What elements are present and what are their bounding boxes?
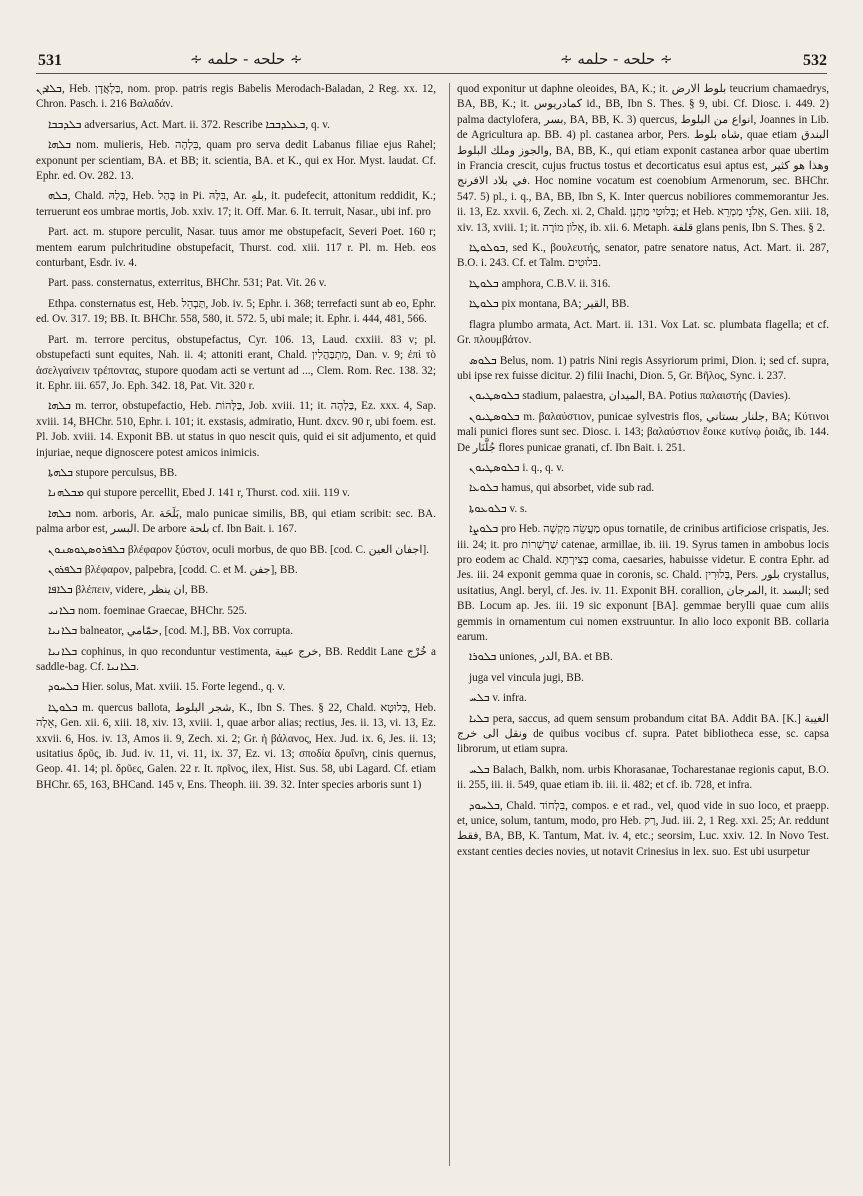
dictionary-entry: ܒܠܘܣܛܝܘܢ i. q., q. v. (469, 461, 564, 474)
page-header (0, 0, 863, 69)
dictionary-entry: ܒܠܘܛܐ amphora, C.B.V. ii. 316. (469, 277, 611, 290)
dictionary-entry: ܒܠܘܥܐ hamus, qui absorbet, vide sub rad. (469, 482, 655, 495)
dictionary-entry: Part. m. terrore percitus, obstupefactus, Cyr. 106. 13, Laud. cxxiii. 83 v; pl. obstupefacti sunt equites, Nah. ii. 4; attoniti erant, Chald. מִתְבַּהֲלִין, Dan. v. 9; ἐπὶ τὸ ἀσελγαίνειν τρέποντας, stupore quodam acti se vertunt ad ..., Clem. Rom. Rec. 138. 32; it. Ephr. iii. 657, Jo. Eph. 342. 18, Pat. Vit. 320 r. (36, 333, 436, 392)
dictionary-entry: ܒܠܘܨܐ pro Heb. מַעֲשֵׂה מִקְשָׁה opus tornatile, de crinibus artificiose crispatis, Jes. iii. 24; it. pro שַׁרְשְׁרוֹת catenae, armillae, ib. iii. 19. Syrus tamen in ambobus locis pro eodem ac Chald. בְּצִירְתָּא coma, caesaries, habuisse videtur. E contra Ephr. ad Jes. iii. 24 exponit gemma quae in coronis, sc. Chald. בְּלוּרִין, Pers. بلور crystallus, usitatius, Angl. beryl, cf. Jes. iv. 11. Exponit BH. corallion, المرجان, it. البسد; sed BB. Locum ap. Jes. iii. 19 sic exponunt [BA]. gemmae berylli quae cum aliis gemmis in ornamentum cui nomen exstruuntur. In alio loco exponit BB. collaria earum. (457, 523, 829, 643)
column-divider (449, 83, 450, 1166)
dictionary-entry: juga vel vincula jugi, BB. (469, 671, 584, 684)
dictionary-entry: ܒܠܗܐ m. terror, obstupefactio, Heb. בַּלָּהוֹת, Job. xviii. 11; it. בַּלְהָה, Ez. xxx. 4, Sap. xviii. 14, BHChr. 510, Ephr. i. 101; it. exstasis, admiratio, Hunt. dxcv. 90 r, ubi foem. est. Pl. Job. xviii. 14. Exponit BB. ut status in quo nescit quis, quid ei sit adjumento, et quid injuriae, neque dignoscere potest amicos inimicis. (36, 400, 436, 459)
dictionary-entry: ܒܠܐܢܝ nom. foeminae Graecae, BHChr. 525. (48, 604, 247, 617)
dictionary-entry: ܒܠܦܪܘܢ βλέφαρον, palpebra, [codd. C. et M. جفن], BB. (48, 563, 298, 576)
dictionary-entry: ܒܠܐܕܢ, Heb. בַּלְאֲדָן, nom. prop. patris regis Babelis Merodach-Baladan, 2 Reg. xx. 12, Chron. Pasch. i. 216 Βαλαδάν. (36, 83, 436, 111)
dictionary-entry: Ethpa. consternatus est, Heb. תַּבְהֵל, Job. iv. 5; Ephr. i. 368; terrefacti sunt ab eo, Ephr. ed. Ov. 317. 19; BB. It. BHChr. 558, 580, it. 572. 5, ubi male; it. Ephr. i. 444, 481, 566. (36, 297, 436, 326)
dictionary-entry: ܒܠܚܘܕ, Chald. בִּלְחוֹד, compos. e et rad., vel, quod vide in suo loco, et praepp. et, unice, solum, tantum, modo, pro Heb. רַק, Jud. iii. 2, 1 Reg. xxi. 25; Ar. reddunt فقط, BA, BB, K. Tantum, Mat. iv. 4, etc.; seorsim, Luc. xxiv. 12. In Novo Test. exstant centies decies novies, ut notavit Crinesius in lex. suo. Est ubi usurpetur (457, 799, 829, 858)
dictionary-entry: ܒܠܚܘܕ Hier. solus, Mat. xviii. 15. Forte legend., q. v. (48, 681, 286, 694)
dictionary-entry: ܒܠܝܐ pera, saccus, ad quem sensum probandum citat BA. Addit BA. [K.] الغيبة ونقل الى خرج de quibus vocibus cf. supra. Patet bibliotheca esse, sc. capsa librorum, ut etiam supra. (457, 712, 829, 756)
dictionary-entry: ܒܠܘܥܘܬܐ v. s. (469, 502, 528, 515)
dictionary-entry: Part. act. m. stupore perculit, Nasar. tuus amor me obstupefacit, Severi Poet. 160 r; mentem earum pulchritudine obstupefacit, Thurst. cod. xiii. 117 r. Pl. m. Heb. eos conturbant, Esdr. iv. 4. (36, 226, 436, 270)
dictionary-entry: ܒܠܐܢܝܐ cophinus, in quo reconduntur vestimenta, خرج عيبة, BB. Reddit Lane خُرْج a saddle-bag. Cf. ܒܠܐܢܝܐ. (36, 645, 436, 673)
dictionary-entry: ܒܠܗܐ nom. arboris, Ar. بَلَحَة, malo punicae similis, BB, qui etiam scribit: sec. BA. palma arbor est, البسر. De arbore بلحة cf. Ibn Bait. i. 167. (36, 507, 436, 536)
dictionary-entry: ܒܠܗ, Chald. בְּלַהּ, Heb. בָּהַל in Pi. בִּלַּהּ, Ar. بلهِ, it. pudefecit, attonitum reddidit, K.; terruerunt eos umbrae mortis, Job. xxiv. 17; it. Off. Mar. 6. It. terruit, Nasar., ubi inf. pro (36, 190, 436, 218)
dictionary-entry: ܡܒܠܗܢܐ qui stupore percellit, Ebed J. 141 r, Thurst. cod. xiii. 119 v. (48, 487, 350, 500)
right-running-head: ∻ حلحه - حلمه ∻ (560, 50, 673, 68)
dictionary-entry: ܒܠܘܣܛܝܘܢ m. βαλαύστιον, punicae sylvestris flos, جلنار بستاني, BA; Κύτινοι mali punici flores sunt sec. Diosc. i. 143; βαλαύστιον ἔοικε κυτίνῳ ῥοιᾶς, ib. 144. De جُلَّنَار flores punicae granati, cf. Ibn Bait. i. 251. (457, 410, 829, 454)
header-rule (36, 73, 827, 74)
dictionary-entry: ܒܠܘܣ Belus, nom. 1) patris Nini regis Assyriorum primi, Dion. i; sed cf. supra, ubi ipse rex fuisse dicitur. 2) filii Inachi, Dion. 5, Gr. Βῆλος, Sync. i. 237. (457, 354, 829, 382)
dictionary-entry: quod exponitur ut daphne oleoides, BA, K.; it. بلوط الارض teucrium chamaedrys, BA, BB, K.; it. كمادريوس id., BB, Ibn S. Thes. § 9, ubi. Cf. Diosc. i. 449. 2) palma dactylofera, بسر, BA, BB, K. 3) quercus, انواع من البلوط, Joannes in Lib. de Agricultura ap. BB. 4) pl. castanea arbor, Pers. شاه بلوط, quae etiam البندق والجوز وملك البلوط, BA, BB, K., qui etiam exponit castanea arbor quae ubertim in Francia crescit, cujus fructus tostus et decorticatus esui aptus est, وهذا هو كثير في بلاد الافرنج. Hoc nomine vocatum est coenobium Armenorum, sec. BHChr. 547. 5) pl., i. q., BA, BB, Ibn S, K. Inter quercus nobiliores commemorantur Jes. ii. 13, Ez. xxvii. 6, Zech. xi. 2, Chald. בְּלוּטֵי מַתְנָן; et Heb. אֵלֹנֵי מַמְרֵא, Gen. xiii. 18, xiv. 13, xviii. 1; it. אֵלוֹן מוֹרֶה, ib. xii. 6. Metaph. قلفة glans penis, Ibn S. Thes. § 2. (457, 83, 829, 234)
dictionary-entry: ܒܠܦܪܘܣܛܘܣܢܘܢ βλέφαρον ξύστον, oculi morbus, de quo BB. [cod. C. اجفان العين]. (48, 543, 430, 556)
left-running-head: ∻ حلحه - حلمه ∻ (190, 50, 303, 68)
dictionary-entry: ܒܠܚ Balach, Balkh, nom. urbis Khorasanae, Tocharestanae regionis caput, B.O. ii. 255, iii. ii. 549, quae etiam ib. iii. ii. 482; et cf. ib. 728, et infra. (457, 763, 829, 792)
dictionary-entry: ܒܠܘܛܐ m. quercus ballota, شجر البلوط, K., Ibn S. Thes. § 22, Chald. בְּלוּטָא, Heb. אֵלָה, Gen. xii. 6, xiii. 18, xiv. 13, xviii. 1, quae arbor alias; rectius, Jes. ii. 13, vi. 13, Ez. xxvii. 6, Hos. iv. 13, Amos ii. 9, Zech. xi. 2; Gr. ἡ βάλανος, Hex. Jud. ix. 6, Jes. ii. 13; usitatius δρῦς, ib. Jud. iv. 11, vi. 11, ix. 37, Ez. vi. 13; σποδία δρυΐνη, cinis quernus, Geop. 41. 14; pl. δρῦες, Galen. 22 r. It. πρῖνος, ilex, Hist. Sus. 58, ubi Lagard. Cf. etiam BHChr. 65, 163, BHCand. 145 v, Ens. Theoph. iii. 39. 32. Inter species arboris sunt 1) (36, 701, 436, 791)
dictionary-entry: ܒܠܐܦܐ βλέπειν, videre, ان ينظر, BB. (48, 584, 209, 597)
dictionary-entry: Part. pass. consternatus, exterritus, BHChr. 531; Pat. Vit. 26 v. (48, 277, 327, 290)
dictionary-entry: ܒܠܗܬܐ stupore perculsus, BB. (48, 466, 178, 479)
dictionary-entry: ܒܠܚ v. infra. (469, 692, 527, 705)
left-column (36, 82, 436, 1176)
right-page-number: 532 (803, 52, 827, 69)
dictionary-entry: ܒܠܘܛܐ pix montana, BA; القير, BB. (469, 298, 630, 311)
left-page-number: 531 (38, 52, 62, 69)
dictionary-entry: flagra plumbo armata, Act. Mart. ii. 131. Vox Lat. sc. plumbata flagella; et cf. Gr. πλουμβάτον. (457, 318, 829, 347)
dictionary-entry: ܒܠܘܣܛܝܘܢ stadium, palaestra, الميدان, BA. Potius παλαιστής (Davies). (469, 390, 791, 403)
dictionary-entry: ܒܘܠܘܛܐ, sed K., βουλευτής, senator, patre senatore natus, Act. Mart. ii. 287, B.O. i. 243. Cf. et Talm. בּלוּטִים. (457, 242, 829, 270)
dictionary-entry: ܒܠܗܐ nom. mulieris, Heb. בִּלְהָה, quam pro serva dedit Labanus filiae ejus Rahel; exponunt per scientiam, BA. et BB; it. scientia, BA. et K., qui ex Hor. Myst. laudat. Cf. Ephr. ed. Ov. 282. 13. (36, 139, 436, 183)
right-column (457, 82, 829, 1176)
dictionary-entry: ܒܠܘܪܐ uniones, الدر, BA. et BB. (469, 651, 613, 664)
dictionary-entry: ܒܠܐܢܝܐ balneator, حمّامي, [cod. M.], BB. Vox corrupta. (48, 625, 294, 638)
dictionary-entry: ܒܠܕܒܒܐ adversarius, Act. Mart. ii. 372. Rescribe ܒܥܠܕܒܒܐ, q. v. (48, 118, 330, 131)
